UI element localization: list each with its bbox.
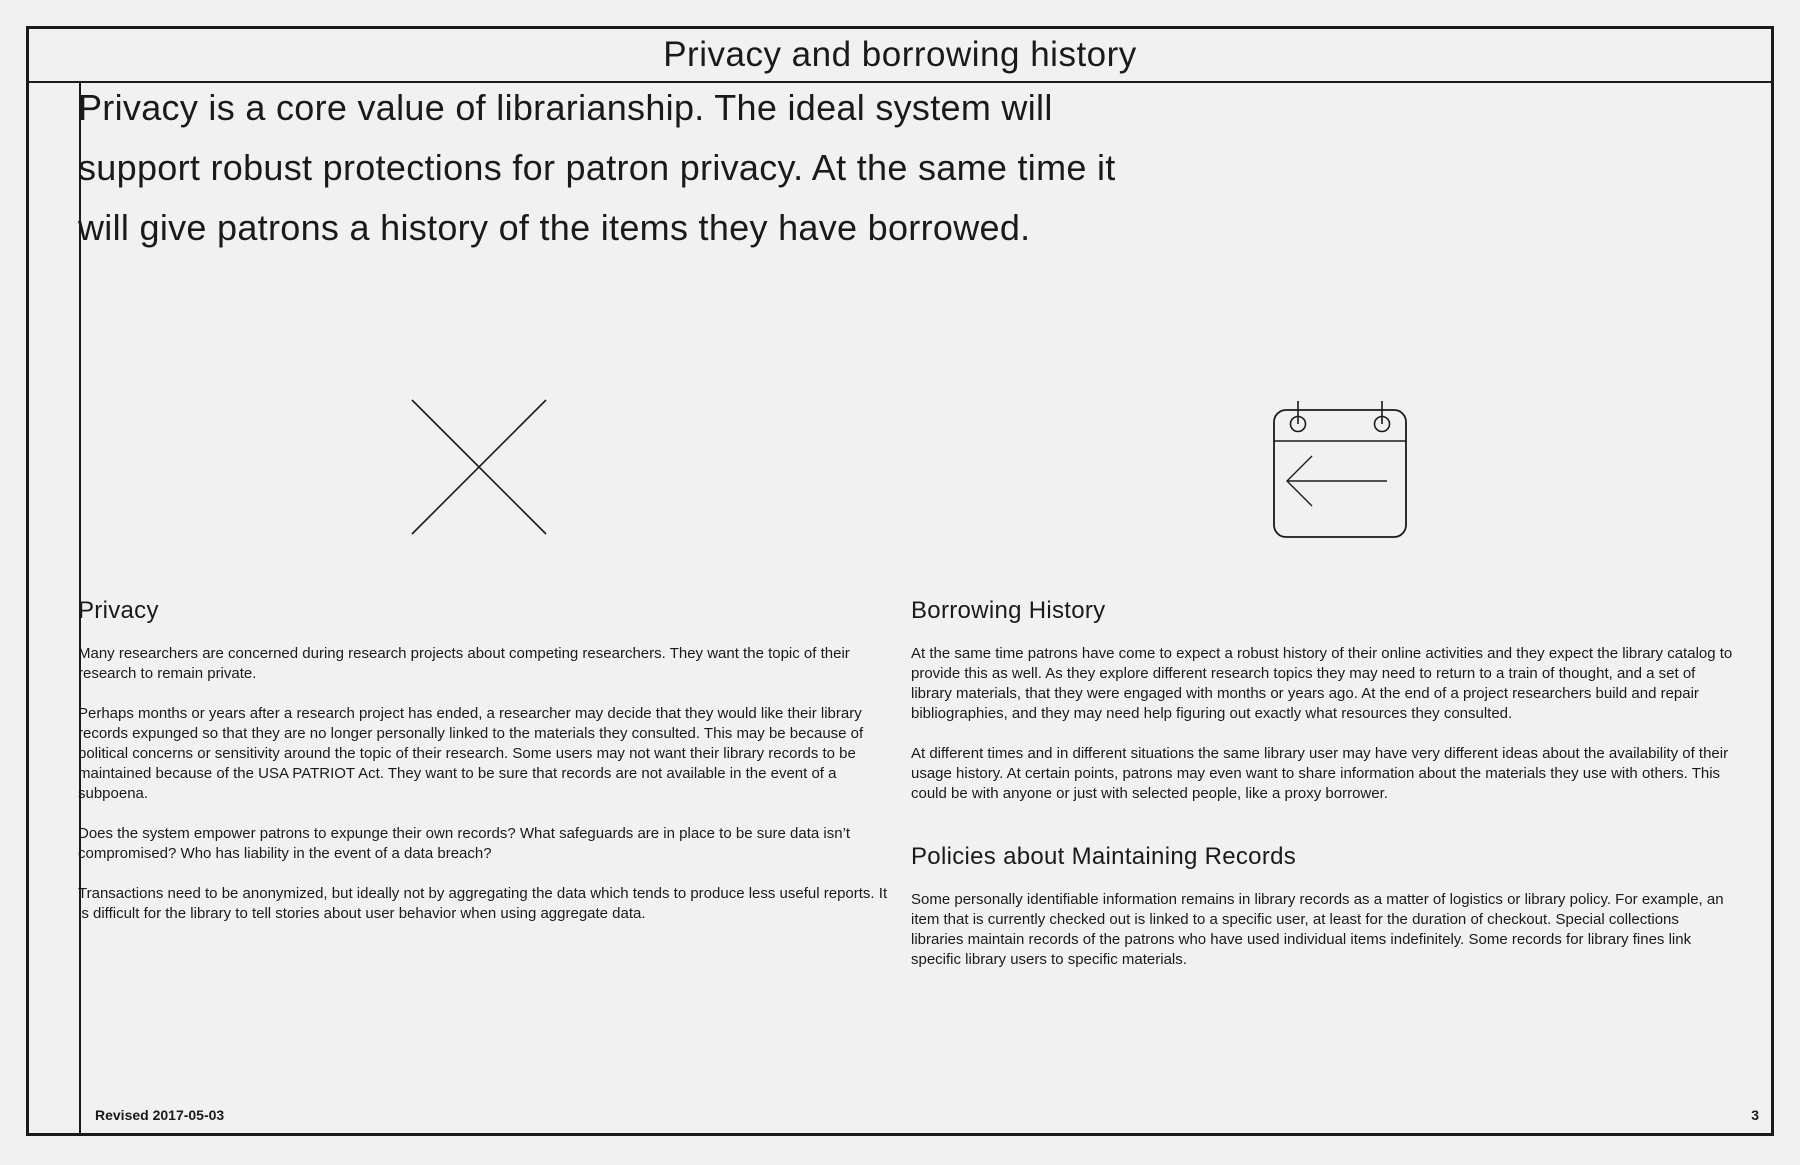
page-title: Privacy and borrowing history [663, 35, 1137, 74]
privacy-paragraph: Does the system empower patrons to expunge their own records? What safeguards are in place to be sure data isn’t compromised? Who has liability in the event of a data breach? [78, 825, 851, 862]
calendar-back-arrow-icon [1271, 400, 1409, 540]
page-number: 3 [1751, 1107, 1759, 1123]
borrowing-history-heading: Borrowing History [911, 597, 1106, 624]
policies-heading: Policies about Maintaining Records [911, 843, 1297, 870]
privacy-heading: Privacy [78, 597, 159, 624]
title-bar [29, 29, 1771, 83]
privacy-paragraph: Transactions need to be anonymized, but ideally not by aggregating the data which tends to produce less useful reports. It is difficult for the library to tell stories about user behavior when using aggregate data. [78, 885, 888, 922]
intro-statement: Privacy is a core value of librarianship. The ideal system will support robust protections for patron privacy. At the same time it will give patrons a history of the items they have borrowed. [78, 87, 1116, 248]
borrowing-paragraph: At the same time patrons have come to expect a robust history of their online activities and they expect the library catalog to provide this as well. As they explore different research topics they may need to return to a train of thought, and a set of library materials, that they were engaged with months or years ago. At the end of a project researchers build and repair bibliographies, and they may need help figuring out exactly what resources they consulted. [911, 645, 1733, 722]
privacy-paragraph: Perhaps months or years after a research project has ended, a researcher may decide that they would like their library records expunged so that they are no longer personally linked to the materials they consulted. This may be because of political concerns or sensitivity around the topic of their research. Some users may not want their library records to be maintained because of the USA PATRIOT Act. They want to be sure that records are not available in the event of a subpoena. [78, 705, 864, 802]
privacy-section [78, 596, 888, 944]
borrowing-history-section [911, 596, 1733, 990]
close-x-icon [411, 399, 547, 535]
revision-date: Revised 2017-05-03 [95, 1107, 225, 1123]
borrowing-paragraph: At different times and in different situations the same library user may have very different ideas about the availability of their usage history. At certain points, patrons may even want to share information about the materials they use with others. This could be with anyone or just with selected people, like a proxy borrower. [911, 745, 1729, 802]
policies-paragraph: Some personally identifiable information remains in library records as a matter of logistics or library policy. For example, an item that is currently checked out is linked to a specific user, at least for the duration of checkout. Special collections libraries maintain records of the patrons who have used individual items indefinitely. Some records for library fines link specific library users to specific materials. [911, 891, 1724, 968]
privacy-paragraph: Many researchers are concerned during research projects about competing researchers. They want the topic of their research to remain private. [78, 645, 850, 682]
